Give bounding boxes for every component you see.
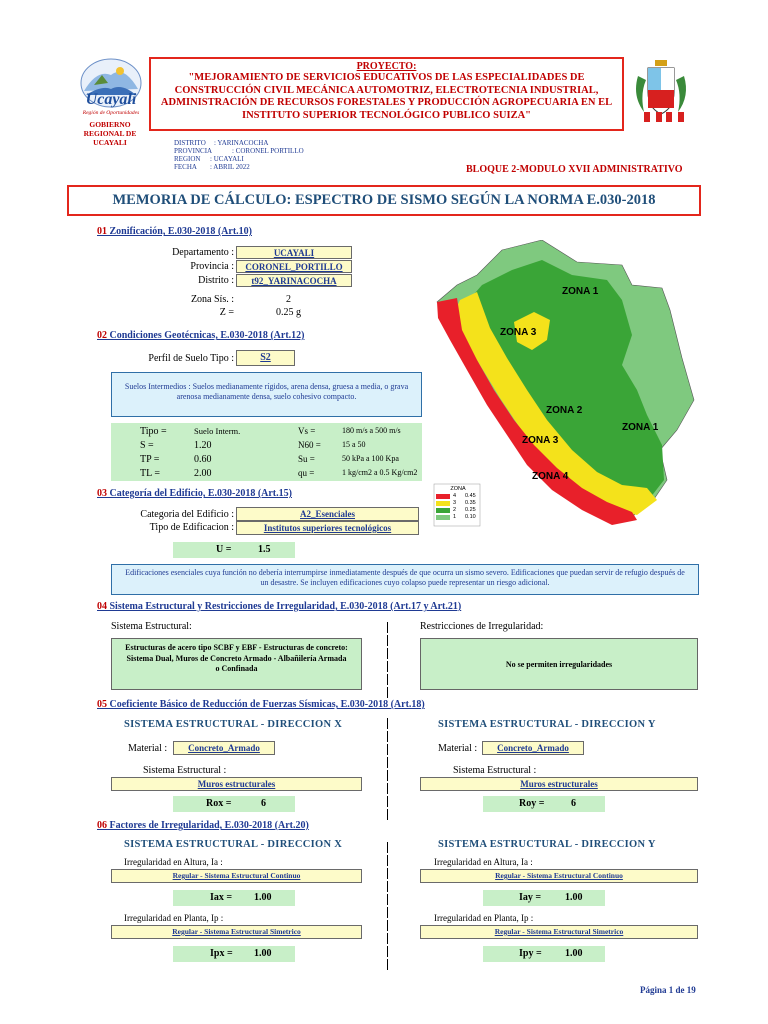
section-06-title xyxy=(97,820,309,831)
distrito-label: Distrito : xyxy=(198,275,234,286)
map-legend xyxy=(436,486,480,526)
soil-param-value: 2.00 xyxy=(194,468,212,479)
info-distrito-key: DISTRITO xyxy=(174,139,206,147)
info-provincia-key: PROVINCIA xyxy=(174,147,213,155)
ipx-label: Ipx = xyxy=(210,948,233,959)
ipy-value: 1.00 xyxy=(565,948,583,959)
logo-name: Ucayali xyxy=(85,91,137,108)
soil-param-name-2: N60 = xyxy=(298,440,321,450)
planta-y-field[interactable]: Regular - Sistema Estructural Simetrico xyxy=(420,925,698,939)
altura-y-label: Irregularidad en Altura, Ia : xyxy=(434,857,533,867)
legend-zona: 4 xyxy=(453,493,457,499)
column-divider xyxy=(387,796,391,807)
planta-y-label: Irregularidad en Planta, Ip : xyxy=(434,913,534,923)
iay-label: Iay = xyxy=(519,892,542,903)
category-description: Edificaciones esenciales cuya función no debería interrumpirse inmediatamente después de que ocurra un sismo severo. Edificaciones que puedan servir de refugio después de un desastre. Se incluyen edificaciones cuyo colapso puede representar un riesgo adicional. xyxy=(111,564,699,595)
legend-swatch xyxy=(436,494,450,499)
legend-row xyxy=(436,500,480,507)
sistema-x-label: Sistema Estructural : xyxy=(143,765,227,776)
column-divider xyxy=(387,855,391,866)
section-02-title xyxy=(97,330,304,341)
legend-z: 0.25 xyxy=(465,507,476,513)
legend-title: ZONA xyxy=(450,486,466,492)
section-05-text: Coeficiente Básico de Reducción de Fuerzas Sísmicas, E.030-2018 (Art.18) xyxy=(109,699,425,710)
section-06-number: 06 xyxy=(97,820,107,831)
u-row xyxy=(173,542,295,558)
legend-zona: 3 xyxy=(453,500,457,506)
categoria-label: Categoria del Edificio : xyxy=(140,509,234,520)
column-divider xyxy=(387,687,391,698)
sistema-y-field[interactable]: Muros estructurales xyxy=(420,777,698,791)
legend-swatch xyxy=(436,515,450,520)
soil-param-range: 15 a 50 xyxy=(342,440,366,449)
ipx-row xyxy=(173,946,295,962)
provincia-field[interactable]: CORONEL_PORTILLO xyxy=(236,260,352,273)
column-divider xyxy=(387,622,391,633)
project-title: "MEJORAMIENTO DE SERVICIOS EDUCATIVOS DE LAS ESPECIALIDADES DE CONSTRUCCIÓN CIVIL MECÁNICA AUTOMOTRIZ, ELECTROTECNIA INDUSTRIAL, ADMINISTRACIÓN DE RECURSOS FORESTALES Y PRODUCCIÓN AGROPECUARIA EN EL INSTITUTO SUPERIOR TECNOLÓGICO PUBLICO SUIZA" xyxy=(160,72,613,121)
material-y-field[interactable]: Concreto_Armado xyxy=(482,741,584,755)
iax-label: Iax = xyxy=(210,892,233,903)
coat-of-arms-icon xyxy=(630,56,692,126)
iax-value: 1.00 xyxy=(254,892,272,903)
perfil-label: Perfil de Suelo Tipo : xyxy=(148,353,234,364)
section-04-text: Sistema Estructural y Restricciones de Irregularidad, E.030-2018 (Art.17 y Art.21) xyxy=(109,601,462,612)
legend-z: 0.35 xyxy=(465,500,476,506)
z-label: Z = xyxy=(219,307,234,318)
s06-y-title: SISTEMA ESTRUCTURAL - DIRECCION Y xyxy=(438,839,656,850)
section-04-number: 04 xyxy=(97,601,107,612)
section-01-text: Zonificación, E.030-2018 (Art.10) xyxy=(109,226,252,237)
info-fecha-value: : ABRIL 2022 xyxy=(210,163,250,171)
legend-row xyxy=(436,507,480,514)
legend-swatch xyxy=(436,501,450,506)
map-label-zona2: ZONA 2 xyxy=(546,405,583,416)
column-divider xyxy=(387,674,391,685)
tipo-edificacion-field[interactable]: Institutos superiores tecnológicos xyxy=(236,521,419,535)
legend-zona: 2 xyxy=(453,507,457,513)
column-divider xyxy=(387,881,391,892)
map-label-zona3-south: ZONA 3 xyxy=(522,435,559,446)
section-06-text: Factores de Irregularidad, E.030-2018 (Art.20) xyxy=(109,820,309,831)
r-x-label: Rox = xyxy=(206,798,232,809)
section-02-number: 02 xyxy=(97,330,107,341)
soil-param-value: Suelo Interm. xyxy=(194,426,241,436)
bloque-label: BLOQUE 2-MODULO XVII ADMINISTRATIVO xyxy=(466,164,683,175)
soil-param-name-2: Su = xyxy=(298,454,315,464)
column-divider xyxy=(387,648,391,659)
column-divider xyxy=(387,842,391,853)
page-number: Página 1 de 19 xyxy=(640,985,696,995)
gov-label: GOBIERNO REGIONAL DE UCAYALI xyxy=(83,120,137,147)
zona-value: 2 xyxy=(286,294,291,305)
soil-param-value: 0.60 xyxy=(194,454,212,465)
info-distrito-value: : YARINACOCHA xyxy=(214,139,269,147)
restricciones-box: No se permiten irregularidades xyxy=(420,638,698,690)
soil-param-value: 1.20 xyxy=(194,440,212,451)
soil-param-name-2: qu = xyxy=(298,468,315,478)
categoria-field[interactable]: A2_Esenciales xyxy=(236,507,419,521)
iay-row xyxy=(483,890,605,906)
column-divider xyxy=(387,770,391,781)
info-region-key: REGION xyxy=(174,155,201,163)
u-value: 1.5 xyxy=(258,544,271,555)
soil-param-range: 1 kg/cm2 a 0.5 Kg/cm2 xyxy=(342,468,418,477)
soil-param-range: 180 m/s a 500 m/s xyxy=(342,426,401,435)
legend-row xyxy=(436,514,480,521)
z-value: 0.25 g xyxy=(276,307,301,318)
main-title: MEMORIA DE CÁLCULO: ESPECTRO DE SISMO SEGÚN LA NORMA E.030-2018 xyxy=(67,185,701,216)
soil-param-name: S = xyxy=(140,440,154,451)
info-region-value: : UCAYALI xyxy=(210,155,244,163)
column-divider xyxy=(387,946,391,957)
r-y-value: 6 xyxy=(571,798,576,809)
peru-coat-of-arms xyxy=(630,56,692,126)
column-divider xyxy=(387,894,391,905)
r-x-row xyxy=(173,796,295,812)
ipy-row xyxy=(483,946,605,962)
column-divider xyxy=(387,757,391,768)
legend-swatch xyxy=(436,508,450,513)
departamento-field[interactable]: UCAYALI xyxy=(236,246,352,259)
section-04-title xyxy=(97,601,461,612)
s05-y-title: SISTEMA ESTRUCTURAL - DIRECCION Y xyxy=(438,719,656,730)
ipy-label: Ipy = xyxy=(519,948,542,959)
section-05-number: 05 xyxy=(97,699,107,710)
project-box xyxy=(149,57,624,131)
soil-description: Suelos Intermedios : Suelos medianamente rígidos, arena densa, gruesa a media, o grava arenosa medianamente densa, suelo cohesivo compacto. xyxy=(111,372,422,417)
legend-zona: 1 xyxy=(453,514,457,520)
section-02-text: Condiciones Geotécnicas, E.030-2018 (Art.12) xyxy=(109,330,305,341)
material-x-label: Material : xyxy=(128,743,168,754)
sistema-y-label: Sistema Estructural : xyxy=(453,765,537,776)
column-divider xyxy=(387,783,391,794)
legend-z: 0.45 xyxy=(465,493,476,499)
column-divider xyxy=(387,809,391,820)
seismic-zone-map xyxy=(432,240,702,530)
zona-label: Zona Sís. : xyxy=(190,294,234,305)
ipx-value: 1.00 xyxy=(254,948,272,959)
perfil-field[interactable]: S2 xyxy=(236,350,295,366)
soil-param-range: 50 kPa a 100 Kpa xyxy=(342,454,399,463)
legend-z: 0.10 xyxy=(465,514,476,520)
column-divider xyxy=(387,868,391,879)
planta-x-label: Irregularidad en Planta, Ip : xyxy=(124,913,224,923)
section-01-title xyxy=(97,226,252,237)
column-divider xyxy=(387,744,391,755)
provincia-label: Provincia : xyxy=(190,261,234,272)
column-divider xyxy=(387,959,391,970)
tipo-edificacion-label: Tipo de Edificacion : xyxy=(149,522,234,533)
map-label-zona4: ZONA 4 xyxy=(532,471,569,482)
column-divider xyxy=(387,933,391,944)
section-03-text: Categoría del Edificio, E.030-2018 (Art.15) xyxy=(109,488,292,499)
r-y-label: Roy = xyxy=(519,798,545,809)
section-03-title xyxy=(97,488,292,499)
sistema-estructural-box: Estructuras de acero tipo SCBF y EBF - Estructuras de concreto: Sistema Dual, Muros de Concreto Armado - Albañilería Armada o Confinada xyxy=(111,638,362,690)
material-x-field[interactable]: Concreto_Armado xyxy=(173,741,275,755)
r-x-value: 6 xyxy=(261,798,266,809)
info-fecha-key: FECHA xyxy=(174,163,197,171)
sistema-estructural-label: Sistema Estructural: xyxy=(111,621,192,632)
column-divider xyxy=(387,731,391,742)
column-divider xyxy=(387,635,391,646)
sistema-x-field[interactable]: Muros estructurales xyxy=(111,777,362,791)
s05-x-title: SISTEMA ESTRUCTURAL - DIRECCION X xyxy=(124,719,343,730)
soil-param-name: TL = xyxy=(140,468,160,479)
planta-x-field[interactable]: Regular - Sistema Estructural Simetrico xyxy=(111,925,362,939)
restricciones-label: Restricciones de Irregularidad: xyxy=(420,621,544,632)
material-y-label: Material : xyxy=(438,743,478,754)
column-divider xyxy=(387,718,391,729)
soil-param-name: TP = xyxy=(140,454,160,465)
project-label: PROYECTO: xyxy=(356,61,417,72)
map-label-zona3-north: ZONA 3 xyxy=(500,327,537,338)
iay-value: 1.00 xyxy=(565,892,583,903)
map-label-zona1-east: ZONA 1 xyxy=(622,422,659,433)
section-01-number: 01 xyxy=(97,226,107,237)
distrito-field[interactable]: t92_YARINACOCHA xyxy=(236,274,352,287)
altura-x-field[interactable]: Regular - Sistema Estructural Continuo xyxy=(111,869,362,883)
map-label-zona1-north: ZONA 1 xyxy=(562,286,599,297)
section-05-title xyxy=(97,699,425,710)
departamento-label: Departamento : xyxy=(172,247,234,258)
column-divider xyxy=(387,920,391,931)
soil-param-name-2: Vs = xyxy=(298,426,316,436)
legend-row xyxy=(436,493,480,500)
logo-tagline: Región de Oportunidades xyxy=(82,110,140,116)
info-provincia-value: : CORONEL PORTILLO xyxy=(232,147,304,155)
altura-x-label: Irregularidad en Altura, Ia : xyxy=(124,857,223,867)
altura-y-field[interactable]: Regular - Sistema Estructural Continuo xyxy=(420,869,698,883)
iax-row xyxy=(173,890,295,906)
soil-param-name: Tipo = xyxy=(140,426,167,437)
u-label: U = xyxy=(216,544,232,555)
column-divider xyxy=(387,661,391,672)
section-03-number: 03 xyxy=(97,488,107,499)
s06-x-title: SISTEMA ESTRUCTURAL - DIRECCION X xyxy=(124,839,343,850)
column-divider xyxy=(387,907,391,918)
